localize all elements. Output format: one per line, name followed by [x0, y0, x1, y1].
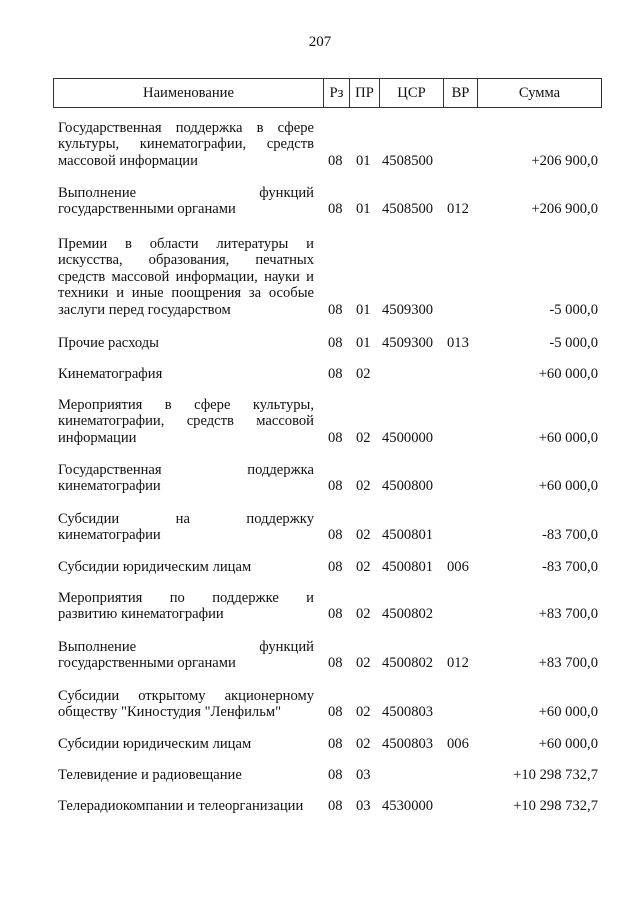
row-csr: 4500802 — [382, 655, 434, 672]
row-name — [58, 798, 314, 814]
page-number: 207 — [308, 34, 332, 50]
row-pr: 01 — [356, 152, 371, 169]
row-vr: 013 — [447, 335, 469, 351]
row-pr: 03 — [356, 767, 371, 783]
row-name — [58, 397, 314, 446]
row-name-line: кинематографии — [58, 527, 161, 544]
row-csr: 4500800 — [382, 478, 434, 495]
row-rz: 08 — [328, 152, 343, 169]
row-name-line: Телевидение и радиовещание — [58, 767, 242, 783]
row-sum: +206 900,0 — [531, 152, 598, 169]
row-pr: 02 — [356, 736, 371, 752]
row-name-line: Субсидии на поддержку — [58, 511, 314, 527]
header-csr: ЦСР — [380, 79, 444, 107]
row-name — [58, 590, 314, 623]
row-name-line: кинематографии, средств массовой — [58, 413, 314, 430]
row-rz: 08 — [328, 527, 343, 544]
row-name-line: Выполнение функций — [58, 639, 314, 655]
row-sum: +60 000,0 — [538, 736, 598, 752]
row-pr: 01 — [356, 301, 371, 318]
row-name-line: искусства, образования, печатных — [58, 252, 314, 269]
row-rz: 08 — [328, 559, 343, 575]
row-sum: +60 000,0 — [538, 704, 598, 721]
row-name-line: развитию кинематографии — [58, 606, 224, 623]
row-name-line: Кинематография — [58, 366, 163, 382]
row-name — [58, 736, 314, 752]
row-name-line: Телерадиокомпании и телеорганизации — [58, 798, 304, 814]
row-pr: 02 — [356, 478, 371, 495]
row-pr: 02 — [356, 704, 371, 721]
row-name — [58, 511, 314, 544]
row-sum: +60 000,0 — [538, 429, 598, 446]
table-header — [53, 78, 602, 108]
row-vr: 012 — [447, 655, 469, 672]
row-pr: 02 — [356, 559, 371, 575]
row-name — [58, 688, 314, 721]
row-name — [58, 335, 314, 351]
row-vr: 006 — [447, 736, 469, 752]
row-pr: 02 — [356, 527, 371, 544]
row-sum: +83 700,0 — [538, 606, 598, 623]
row-csr: 4508500 — [382, 152, 434, 169]
row-sum: +83 700,0 — [538, 655, 598, 672]
row-csr: 4500801 — [382, 559, 434, 575]
header-sum: Сумма — [518, 84, 561, 101]
row-rz: 08 — [328, 798, 343, 814]
row-name-line: государственными органами — [58, 655, 236, 672]
row-name-line: Мероприятия в сфере культуры, — [58, 397, 314, 413]
row-csr: 4500000 — [382, 429, 434, 446]
header-name: Наименование — [54, 79, 324, 107]
row-name-line: культуры, кинематографии, средств — [58, 136, 314, 153]
row-name-line: Субсидии юридическим лицам — [58, 559, 252, 575]
row-rz: 08 — [328, 366, 343, 382]
row-sum: +10 298 732,7 — [513, 767, 598, 783]
row-csr: 4500803 — [382, 736, 434, 752]
row-rz: 08 — [328, 767, 343, 783]
row-pr: 02 — [356, 606, 371, 623]
row-sum: +206 900,0 — [531, 201, 598, 218]
row-csr: 4509300 — [382, 335, 434, 351]
row-name-line: техники и иные поощрения за особые — [58, 285, 314, 302]
row-pr: 01 — [356, 335, 371, 351]
row-name-line: средств массовой информации, науки и — [58, 268, 314, 285]
row-name-line: Мероприятия по поддержке и — [58, 590, 314, 606]
row-sum: -83 700,0 — [542, 559, 598, 575]
row-rz: 08 — [328, 655, 343, 672]
row-name-line: информации — [58, 429, 137, 446]
row-csr: 4530000 — [382, 798, 434, 814]
row-vr: 012 — [447, 201, 469, 218]
row-pr: 02 — [356, 366, 371, 382]
row-rz: 08 — [328, 478, 343, 495]
row-sum: +10 298 732,7 — [513, 798, 598, 814]
row-name — [58, 366, 314, 382]
row-csr: 4508500 — [382, 201, 434, 218]
row-csr: 4500801 — [382, 527, 434, 544]
row-sum: -5 000,0 — [549, 301, 598, 318]
row-csr: 4500802 — [382, 606, 434, 623]
row-name — [58, 639, 314, 672]
row-rz: 08 — [328, 736, 343, 752]
row-rz: 08 — [328, 201, 343, 218]
row-csr: 4500803 — [382, 704, 434, 721]
row-name-line: Прочие расходы — [58, 335, 159, 351]
row-vr: 006 — [447, 559, 469, 575]
row-name-line: государственными органами — [58, 201, 236, 218]
row-name-line: обществу "Киностудия "Ленфильм" — [58, 704, 282, 721]
row-sum: +60 000,0 — [538, 366, 598, 382]
row-name-line: Выполнение функций — [58, 185, 314, 201]
row-rz: 08 — [328, 301, 343, 318]
row-sum: -5 000,0 — [549, 335, 598, 351]
row-pr: 03 — [356, 798, 371, 814]
row-name — [58, 462, 314, 495]
row-rz: 08 — [328, 704, 343, 721]
row-pr: 01 — [356, 201, 371, 218]
row-name — [58, 236, 314, 318]
row-name — [58, 559, 314, 575]
row-name — [58, 767, 314, 783]
header-pr: ПР — [350, 79, 380, 107]
row-rz: 08 — [328, 429, 343, 446]
row-name — [58, 120, 314, 169]
row-name-line: Государственная поддержка в сфере — [58, 120, 314, 136]
row-name-line: кинематографии — [58, 478, 161, 495]
row-name — [58, 185, 314, 218]
row-name-line: Премии в области литературы и — [58, 236, 314, 252]
row-csr: 4509300 — [382, 301, 434, 318]
header-vr: ВР — [444, 79, 478, 107]
header-rz: Рз — [324, 79, 350, 107]
row-rz: 08 — [328, 335, 343, 351]
row-name-line: Субсидии юридическим лицам — [58, 736, 252, 752]
row-name-line: массовой информации — [58, 152, 198, 169]
row-sum: -83 700,0 — [542, 527, 598, 544]
row-name-line: Государственная поддержка — [58, 462, 314, 478]
row-name-line: заслуги перед государством — [58, 301, 231, 318]
row-pr: 02 — [356, 429, 371, 446]
row-pr: 02 — [356, 655, 371, 672]
row-name-line: Субсидии открытому акционерному — [58, 688, 314, 704]
row-sum: +60 000,0 — [538, 478, 598, 495]
row-rz: 08 — [328, 606, 343, 623]
